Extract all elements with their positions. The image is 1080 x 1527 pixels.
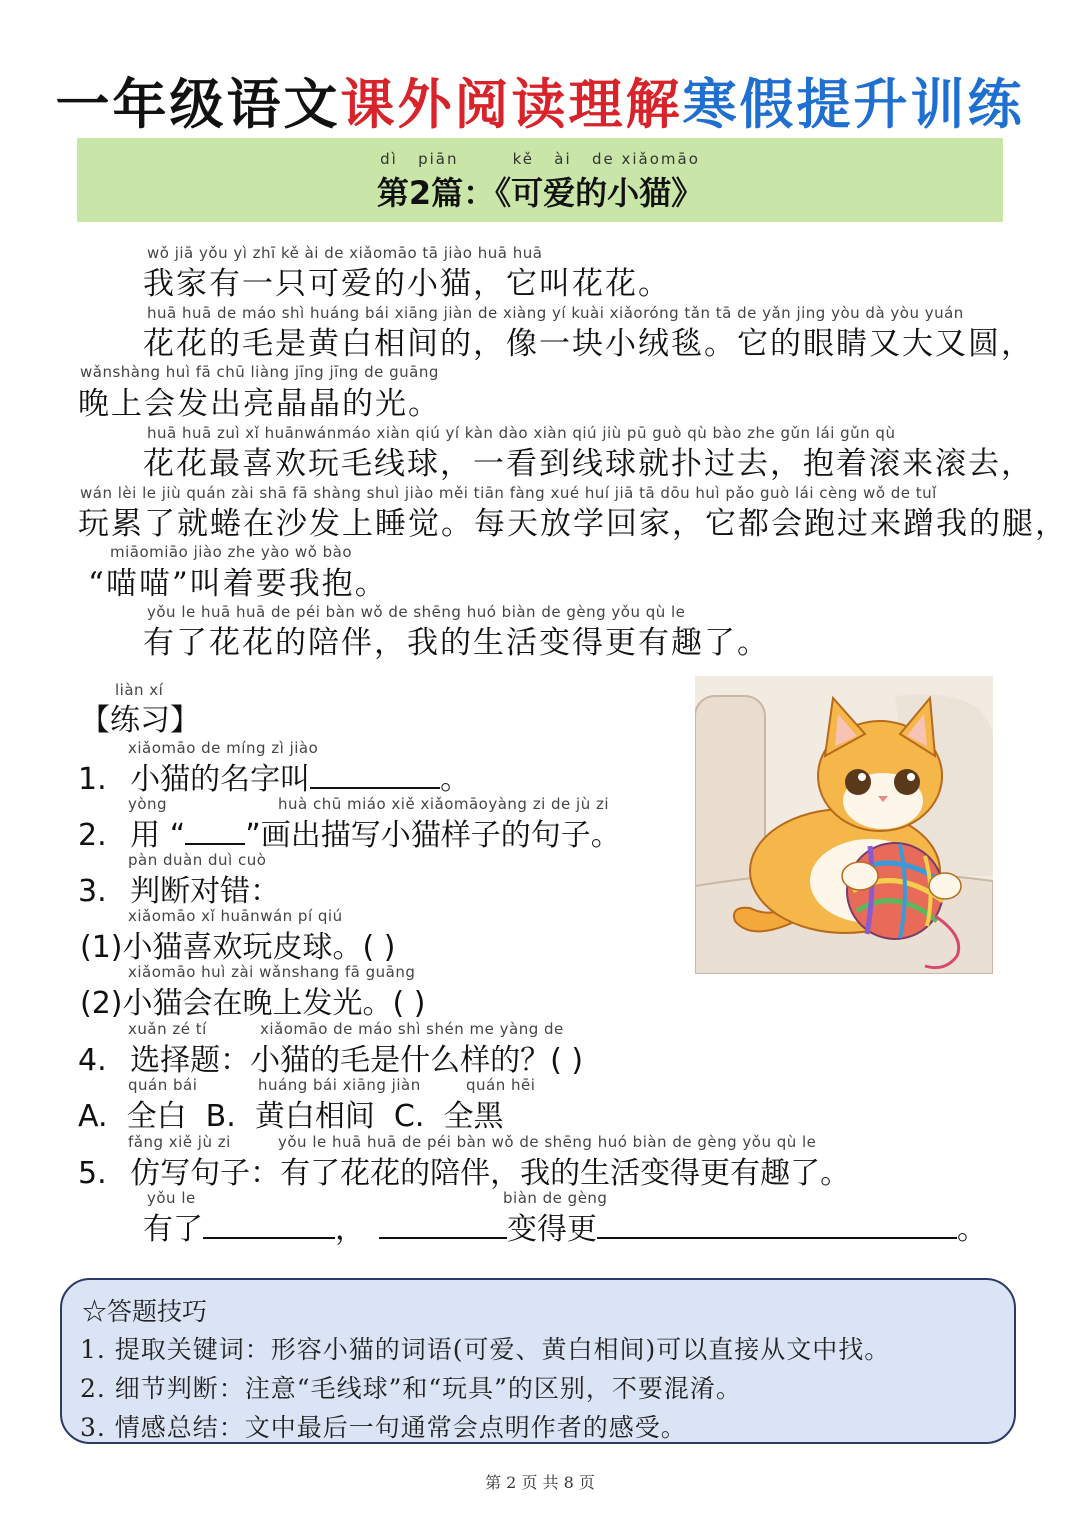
- exercise-heading-pinyin: liàn xí: [115, 681, 164, 699]
- q3-number: 3.: [78, 874, 107, 909]
- q1-text: 小猫的名字叫: [130, 762, 311, 797]
- tip-3: 3. 情感总结：文中最后一句通常会点明作者的感受。: [80, 1413, 687, 1442]
- q2-number: 2.: [78, 818, 107, 853]
- tip-2: 2. 细节判断：注意“毛线球”和“玩具”的区别，不要混淆。: [80, 1374, 742, 1403]
- passage-pinyin-1: wǒ jiā yǒu yì zhī kě ài de xiǎomāo tā jiào huā huā: [147, 244, 543, 262]
- q5-text: 仿写句子：有了花花的陪伴，我的生活变得更有趣了。: [130, 1156, 851, 1191]
- title-part-training: 寒假提升训练: [682, 73, 1025, 136]
- title-part-grade: 一年级语文: [55, 73, 341, 136]
- q4-number: 4.: [78, 1043, 107, 1078]
- question-3-2[interactable]: (2)小猫会在晚上发光。( ): [80, 986, 426, 1021]
- q3-pinyin: pàn duàn duì cuò: [128, 851, 267, 869]
- q2-mark-blank[interactable]: [185, 817, 245, 845]
- question-2: [78, 810, 621, 854]
- passage-pinyin-2: huā huā de máo shì huáng bái xiāng jiàn de xiàng yí kuài xiǎoróng tǎn tā de yǎn jing yòu dà yòu yuán: [147, 304, 964, 322]
- q5-fill-comma: ，: [335, 1212, 365, 1247]
- q5-fill-period: 。: [957, 1212, 987, 1247]
- q4-option-a-pinyin: quán bái: [128, 1076, 198, 1094]
- passage-line-7: 有了花花的陪伴，我的生活变得更有趣了。: [143, 625, 770, 661]
- question-3: [78, 866, 280, 910]
- lesson-banner: [77, 138, 1003, 222]
- question-5: [78, 1148, 850, 1192]
- q5-pinyin-2: yǒu le huā huā de péi bàn wǒ de shēng huó biàn de gèng yǒu qù le: [278, 1133, 817, 1151]
- q4-text[interactable]: 选择题：小猫的毛是什么样的？( ): [130, 1043, 584, 1078]
- q4-options[interactable]: A. 全白 B. 黄白相间 C. 全黑: [78, 1099, 504, 1134]
- q1-number: 1.: [78, 762, 107, 797]
- q5-fill-pinyin-2: biàn de gèng: [503, 1189, 608, 1207]
- question-4: [78, 1035, 583, 1079]
- q5-blank-1[interactable]: [203, 1211, 335, 1239]
- q1-answer-blank[interactable]: [310, 761, 440, 789]
- answer-tips-box: [60, 1278, 1016, 1444]
- passage-pinyin-4: huā huā zuì xǐ huānwánmáo xiàn qiú yí kàn dào xiàn qiú jiù pū guò qù bào zhe gǔn lái gǔn qù: [147, 424, 896, 442]
- cat-with-yarn-illustration: [695, 676, 993, 974]
- q2-pinyin-2: huà chū miáo xiě xiǎomāoyàng zi de jù zi: [278, 795, 610, 813]
- passage-pinyin-6: miāomiāo jiào zhe yào wǒ bào: [110, 543, 353, 561]
- passage-pinyin-7: yǒu le huā huā de péi bàn wǒ de shēng huó biàn de gèng yǒu qù le: [147, 603, 686, 621]
- q1-pinyin: xiǎomāo de míng zì jiào: [128, 739, 319, 757]
- title-part-reading: 课外阅读理解: [340, 73, 683, 136]
- passage-line-3: 晚上会发出亮晶晶的光。: [78, 386, 441, 422]
- passage-line-6: “喵喵”叫着要我抱。: [88, 566, 388, 602]
- passage-pinyin-5: wán lèi le jiù quán zài shā fā shàng shuì jiào měi tiān fàng xué huí jiā tā dōu huì pǎo guò lái cèng wǒ de tuǐ: [80, 484, 937, 502]
- q5-fill-text-a: 有了: [143, 1212, 203, 1247]
- q2-text-b: ”画出描写小猫样子的句子。: [245, 818, 621, 853]
- q2-text-a: 用 “: [130, 818, 186, 853]
- q4-pinyin-1: xuǎn zé tí: [128, 1020, 207, 1038]
- q5-fill-line: [143, 1204, 987, 1248]
- q3a-pinyin: xiǎomāo xǐ huānwán pí qiú: [128, 907, 343, 925]
- q5-number: 5.: [78, 1156, 107, 1191]
- q3b-pinyin: xiǎomāo huì zài wǎnshang fā guāng: [128, 963, 416, 981]
- lesson-title: 第2篇：《可爱的小猫》: [376, 174, 704, 212]
- page-title: [0, 62, 1080, 139]
- q2-pinyin-1: yòng: [128, 795, 168, 813]
- q3-text: 判断对错：: [130, 874, 281, 909]
- tips-title: ☆答题技巧: [82, 1297, 208, 1326]
- passage-line-5: 玩累了就蜷在沙发上睡觉。每天放学回家，它都会跑过来蹭我的腿，: [78, 506, 1068, 542]
- passage-line-2: 花花的毛是黄白相间的，像一块小绒毯。它的眼睛又大又圆，: [143, 326, 1034, 362]
- q5-fill-pinyin-1: yǒu le: [147, 1189, 196, 1207]
- exercise-heading: 【练习】: [80, 703, 200, 738]
- q4-pinyin-2: xiǎomāo de máo shì shén me yàng de: [260, 1020, 564, 1038]
- q5-fill-text-c: 变得更: [507, 1212, 597, 1247]
- q5-blank-3[interactable]: [597, 1211, 957, 1239]
- passage-line-4: 花花最喜欢玩毛线球，一看到线球就扑过去，抱着滚来滚去，: [143, 446, 1034, 482]
- q5-blank-2[interactable]: [379, 1211, 507, 1239]
- q4-option-c-pinyin: quán hēi: [466, 1076, 536, 1094]
- q1-period: 。: [440, 762, 471, 797]
- question-3-1[interactable]: (1)小猫喜欢玩皮球。( ): [80, 930, 396, 965]
- tip-1: 1. 提取关键词：形容小猫的词语(可爱、黄白相间)可以直接从文中找。: [80, 1335, 891, 1364]
- banner-pinyin: dì piān kě ài de xiǎomāo: [380, 150, 700, 168]
- passage-pinyin-3: wǎnshàng huì fā chū liàng jīng jīng de guāng: [80, 363, 439, 381]
- passage-line-1: 我家有一只可爱的小猫，它叫花花。: [143, 266, 671, 302]
- q5-pinyin-1: fǎng xiě jù zi: [128, 1133, 231, 1151]
- question-1: [78, 754, 470, 798]
- page-number: 第 2 页 共 8 页: [485, 1473, 595, 1492]
- q4-option-b-pinyin: huáng bái xiāng jiàn: [258, 1076, 421, 1094]
